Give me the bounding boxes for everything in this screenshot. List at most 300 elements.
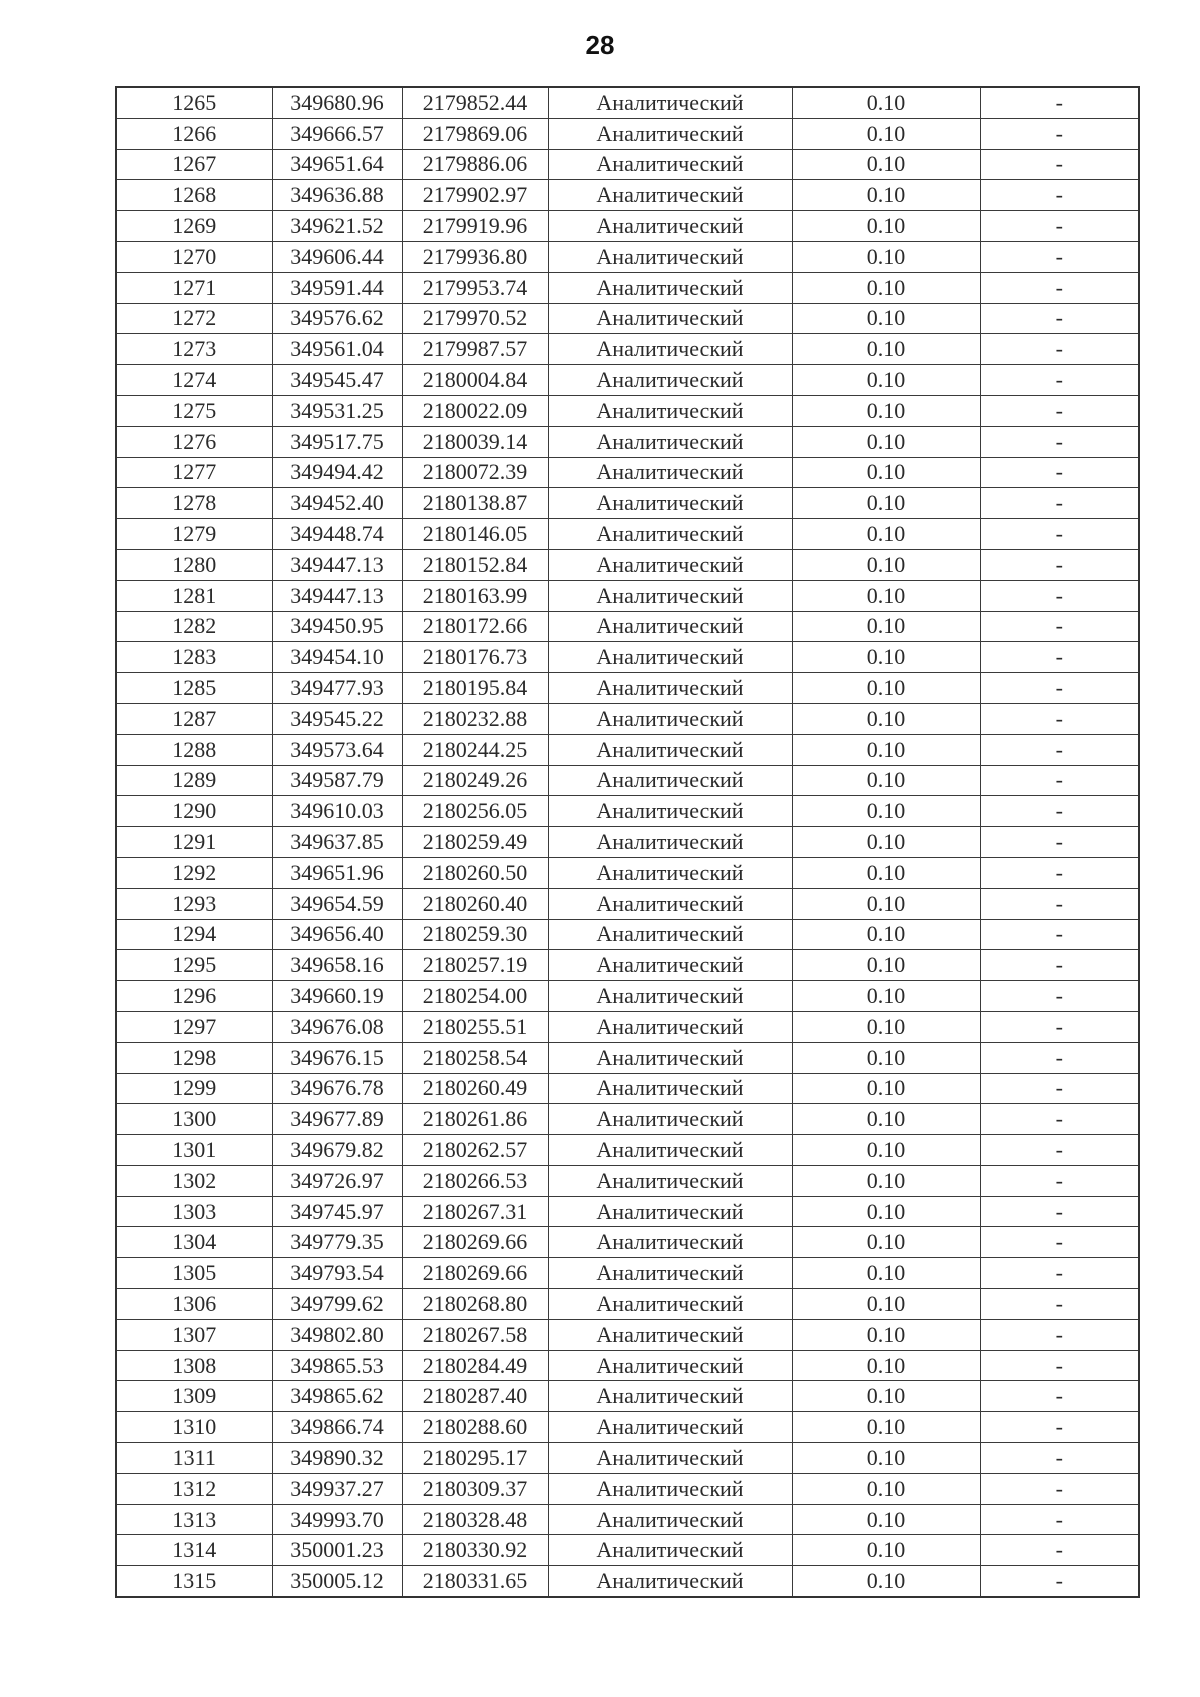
method-cell: Аналитический (548, 272, 792, 303)
y-coordinate-cell: 2180309.37 (402, 1473, 548, 1504)
table-row (116, 87, 1139, 118)
x-coordinate-cell: 349561.04 (272, 334, 402, 365)
method-cell: Аналитический (548, 365, 792, 396)
note-cell: - (980, 1535, 1139, 1566)
table-row (116, 1227, 1139, 1258)
table-row (116, 703, 1139, 734)
method-cell: Аналитический (548, 211, 792, 242)
x-coordinate-cell: 349726.97 (272, 1165, 402, 1196)
method-cell: Аналитический (548, 180, 792, 211)
table-row (116, 1535, 1139, 1566)
x-coordinate-cell: 349517.75 (272, 426, 402, 457)
y-coordinate-cell: 2179987.57 (402, 334, 548, 365)
table-row (116, 519, 1139, 550)
y-coordinate-cell: 2179852.44 (402, 87, 548, 118)
point-number-cell: 1293 (116, 888, 272, 919)
method-cell: Аналитический (548, 1350, 792, 1381)
note-cell: - (980, 1104, 1139, 1135)
y-coordinate-cell: 2180295.17 (402, 1443, 548, 1474)
point-number-cell: 1297 (116, 1011, 272, 1042)
accuracy-cell: 0.10 (792, 1319, 980, 1350)
note-cell: - (980, 1196, 1139, 1227)
method-cell: Аналитический (548, 1319, 792, 1350)
method-cell: Аналитический (548, 395, 792, 426)
note-cell: - (980, 1566, 1139, 1597)
note-cell: - (980, 180, 1139, 211)
y-coordinate-cell: 2180256.05 (402, 796, 548, 827)
note-cell: - (980, 303, 1139, 334)
y-coordinate-cell: 2180261.86 (402, 1104, 548, 1135)
table-row (116, 365, 1139, 396)
table-row (116, 303, 1139, 334)
table-row (116, 549, 1139, 580)
accuracy-cell: 0.10 (792, 919, 980, 950)
y-coordinate-cell: 2179902.97 (402, 180, 548, 211)
note-cell: - (980, 888, 1139, 919)
method-cell: Аналитический (548, 611, 792, 642)
point-number-cell: 1276 (116, 426, 272, 457)
table-row (116, 1566, 1139, 1597)
x-coordinate-cell: 349576.62 (272, 303, 402, 334)
method-cell: Аналитический (548, 1165, 792, 1196)
x-coordinate-cell: 349651.96 (272, 857, 402, 888)
point-number-cell: 1313 (116, 1504, 272, 1535)
y-coordinate-cell: 2180260.49 (402, 1073, 548, 1104)
point-number-cell: 1288 (116, 734, 272, 765)
method-cell: Аналитический (548, 888, 792, 919)
x-coordinate-cell: 349448.74 (272, 519, 402, 550)
accuracy-cell: 0.10 (792, 1412, 980, 1443)
method-cell: Аналитический (548, 1381, 792, 1412)
table-row (116, 272, 1139, 303)
method-cell: Аналитический (548, 334, 792, 365)
method-cell: Аналитический (548, 488, 792, 519)
method-cell: Аналитический (548, 303, 792, 334)
x-coordinate-cell: 349676.08 (272, 1011, 402, 1042)
point-number-cell: 1271 (116, 272, 272, 303)
y-coordinate-cell: 2179886.06 (402, 149, 548, 180)
note-cell: - (980, 1381, 1139, 1412)
method-cell: Аналитический (548, 1289, 792, 1320)
y-coordinate-cell: 2180287.40 (402, 1381, 548, 1412)
x-coordinate-cell: 349447.13 (272, 580, 402, 611)
accuracy-cell: 0.10 (792, 827, 980, 858)
table-row (116, 796, 1139, 827)
y-coordinate-cell: 2180138.87 (402, 488, 548, 519)
point-number-cell: 1282 (116, 611, 272, 642)
x-coordinate-cell: 349452.40 (272, 488, 402, 519)
y-coordinate-cell: 2180284.49 (402, 1350, 548, 1381)
table-row (116, 1135, 1139, 1166)
note-cell: - (980, 1011, 1139, 1042)
point-number-cell: 1314 (116, 1535, 272, 1566)
table-row (116, 395, 1139, 426)
x-coordinate-cell: 349802.80 (272, 1319, 402, 1350)
accuracy-cell: 0.10 (792, 272, 980, 303)
method-cell: Аналитический (548, 642, 792, 673)
point-number-cell: 1275 (116, 395, 272, 426)
point-number-cell: 1294 (116, 919, 272, 950)
point-number-cell: 1287 (116, 703, 272, 734)
accuracy-cell: 0.10 (792, 703, 980, 734)
y-coordinate-cell: 2180172.66 (402, 611, 548, 642)
note-cell: - (980, 272, 1139, 303)
y-coordinate-cell: 2179953.74 (402, 272, 548, 303)
y-coordinate-cell: 2180267.31 (402, 1196, 548, 1227)
table-row (116, 180, 1139, 211)
y-coordinate-cell: 2180152.84 (402, 549, 548, 580)
method-cell: Аналитический (548, 827, 792, 858)
y-coordinate-cell: 2180328.48 (402, 1504, 548, 1535)
note-cell: - (980, 1135, 1139, 1166)
x-coordinate-cell: 349680.96 (272, 87, 402, 118)
table-row (116, 1412, 1139, 1443)
x-coordinate-cell: 349621.52 (272, 211, 402, 242)
y-coordinate-cell: 2180195.84 (402, 673, 548, 704)
note-cell: - (980, 87, 1139, 118)
note-cell: - (980, 1504, 1139, 1535)
accuracy-cell: 0.10 (792, 857, 980, 888)
point-number-cell: 1278 (116, 488, 272, 519)
point-number-cell: 1267 (116, 149, 272, 180)
y-coordinate-cell: 2180022.09 (402, 395, 548, 426)
method-cell: Аналитический (548, 1196, 792, 1227)
y-coordinate-cell: 2180331.65 (402, 1566, 548, 1597)
accuracy-cell: 0.10 (792, 1504, 980, 1535)
method-cell: Аналитический (548, 796, 792, 827)
x-coordinate-cell: 349676.78 (272, 1073, 402, 1104)
note-cell: - (980, 519, 1139, 550)
point-number-cell: 1315 (116, 1566, 272, 1597)
coordinates-table-body (116, 87, 1139, 1597)
method-cell: Аналитический (548, 1011, 792, 1042)
y-coordinate-cell: 2180232.88 (402, 703, 548, 734)
accuracy-cell: 0.10 (792, 1073, 980, 1104)
note-cell: - (980, 919, 1139, 950)
y-coordinate-cell: 2180260.40 (402, 888, 548, 919)
table-row (116, 611, 1139, 642)
accuracy-cell: 0.10 (792, 673, 980, 704)
point-number-cell: 1265 (116, 87, 272, 118)
table-row (116, 1443, 1139, 1474)
accuracy-cell: 0.10 (792, 1566, 980, 1597)
y-coordinate-cell: 2180255.51 (402, 1011, 548, 1042)
x-coordinate-cell: 349676.15 (272, 1042, 402, 1073)
note-cell: - (980, 703, 1139, 734)
y-coordinate-cell: 2180146.05 (402, 519, 548, 550)
method-cell: Аналитический (548, 1042, 792, 1073)
method-cell: Аналитический (548, 1135, 792, 1166)
method-cell: Аналитический (548, 981, 792, 1012)
note-cell: - (980, 457, 1139, 488)
x-coordinate-cell: 349450.95 (272, 611, 402, 642)
x-coordinate-cell: 349587.79 (272, 765, 402, 796)
table-row (116, 1196, 1139, 1227)
method-cell: Аналитический (548, 118, 792, 149)
note-cell: - (980, 118, 1139, 149)
y-coordinate-cell: 2179869.06 (402, 118, 548, 149)
y-coordinate-cell: 2179936.80 (402, 241, 548, 272)
point-number-cell: 1285 (116, 673, 272, 704)
y-coordinate-cell: 2180266.53 (402, 1165, 548, 1196)
note-cell: - (980, 211, 1139, 242)
table-row (116, 1289, 1139, 1320)
x-coordinate-cell: 349545.47 (272, 365, 402, 396)
coordinates-table (115, 86, 1140, 1598)
note-cell: - (980, 827, 1139, 858)
point-number-cell: 1308 (116, 1350, 272, 1381)
accuracy-cell: 0.10 (792, 1104, 980, 1135)
x-coordinate-cell: 349993.70 (272, 1504, 402, 1535)
y-coordinate-cell: 2180249.26 (402, 765, 548, 796)
y-coordinate-cell: 2180288.60 (402, 1412, 548, 1443)
table-row (116, 211, 1139, 242)
x-coordinate-cell: 349799.62 (272, 1289, 402, 1320)
method-cell: Аналитический (548, 919, 792, 950)
point-number-cell: 1269 (116, 211, 272, 242)
method-cell: Аналитический (548, 519, 792, 550)
point-number-cell: 1300 (116, 1104, 272, 1135)
note-cell: - (980, 580, 1139, 611)
note-cell: - (980, 981, 1139, 1012)
note-cell: - (980, 241, 1139, 272)
method-cell: Аналитический (548, 950, 792, 981)
method-cell: Аналитический (548, 1258, 792, 1289)
y-coordinate-cell: 2179970.52 (402, 303, 548, 334)
accuracy-cell: 0.10 (792, 1227, 980, 1258)
y-coordinate-cell: 2180260.50 (402, 857, 548, 888)
method-cell: Аналитический (548, 426, 792, 457)
x-coordinate-cell: 349654.59 (272, 888, 402, 919)
y-coordinate-cell: 2180163.99 (402, 580, 548, 611)
method-cell: Аналитический (548, 1473, 792, 1504)
table-row (116, 241, 1139, 272)
accuracy-cell: 0.10 (792, 426, 980, 457)
accuracy-cell: 0.10 (792, 1443, 980, 1474)
accuracy-cell: 0.10 (792, 981, 980, 1012)
point-number-cell: 1277 (116, 457, 272, 488)
method-cell: Аналитический (548, 241, 792, 272)
accuracy-cell: 0.10 (792, 334, 980, 365)
note-cell: - (980, 765, 1139, 796)
accuracy-cell: 0.10 (792, 395, 980, 426)
point-number-cell: 1302 (116, 1165, 272, 1196)
x-coordinate-cell: 349637.85 (272, 827, 402, 858)
accuracy-cell: 0.10 (792, 1473, 980, 1504)
accuracy-cell: 0.10 (792, 642, 980, 673)
method-cell: Аналитический (548, 1412, 792, 1443)
method-cell: Аналитический (548, 857, 792, 888)
method-cell: Аналитический (548, 1227, 792, 1258)
point-number-cell: 1305 (116, 1258, 272, 1289)
method-cell: Аналитический (548, 457, 792, 488)
note-cell: - (980, 611, 1139, 642)
y-coordinate-cell: 2180269.66 (402, 1258, 548, 1289)
note-cell: - (980, 1042, 1139, 1073)
y-coordinate-cell: 2180269.66 (402, 1227, 548, 1258)
note-cell: - (980, 796, 1139, 827)
note-cell: - (980, 857, 1139, 888)
table-row (116, 1104, 1139, 1135)
table-row (116, 1319, 1139, 1350)
accuracy-cell: 0.10 (792, 1535, 980, 1566)
point-number-cell: 1296 (116, 981, 272, 1012)
note-cell: - (980, 1473, 1139, 1504)
y-coordinate-cell: 2180267.58 (402, 1319, 548, 1350)
note-cell: - (980, 1412, 1139, 1443)
x-coordinate-cell: 349610.03 (272, 796, 402, 827)
x-coordinate-cell: 349651.64 (272, 149, 402, 180)
note-cell: - (980, 1289, 1139, 1320)
table-row (116, 981, 1139, 1012)
note-cell: - (980, 734, 1139, 765)
point-number-cell: 1292 (116, 857, 272, 888)
accuracy-cell: 0.10 (792, 149, 980, 180)
point-number-cell: 1291 (116, 827, 272, 858)
x-coordinate-cell: 349573.64 (272, 734, 402, 765)
accuracy-cell: 0.10 (792, 734, 980, 765)
point-number-cell: 1311 (116, 1443, 272, 1474)
method-cell: Аналитический (548, 87, 792, 118)
y-coordinate-cell: 2180258.54 (402, 1042, 548, 1073)
method-cell: Аналитический (548, 1504, 792, 1535)
y-coordinate-cell: 2180259.49 (402, 827, 548, 858)
accuracy-cell: 0.10 (792, 1135, 980, 1166)
x-coordinate-cell: 349545.22 (272, 703, 402, 734)
table-row (116, 919, 1139, 950)
accuracy-cell: 0.10 (792, 796, 980, 827)
x-coordinate-cell: 349447.13 (272, 549, 402, 580)
x-coordinate-cell: 349866.74 (272, 1412, 402, 1443)
point-number-cell: 1268 (116, 180, 272, 211)
point-number-cell: 1289 (116, 765, 272, 796)
point-number-cell: 1274 (116, 365, 272, 396)
accuracy-cell: 0.10 (792, 1196, 980, 1227)
y-coordinate-cell: 2179919.96 (402, 211, 548, 242)
x-coordinate-cell: 349779.35 (272, 1227, 402, 1258)
method-cell: Аналитический (548, 673, 792, 704)
x-coordinate-cell: 349660.19 (272, 981, 402, 1012)
point-number-cell: 1279 (116, 519, 272, 550)
y-coordinate-cell: 2180262.57 (402, 1135, 548, 1166)
table-row (116, 1350, 1139, 1381)
point-number-cell: 1283 (116, 642, 272, 673)
method-cell: Аналитический (548, 1104, 792, 1135)
x-coordinate-cell: 349636.88 (272, 180, 402, 211)
table-row (116, 1073, 1139, 1104)
accuracy-cell: 0.10 (792, 765, 980, 796)
point-number-cell: 1312 (116, 1473, 272, 1504)
table-row (116, 1165, 1139, 1196)
point-number-cell: 1310 (116, 1412, 272, 1443)
x-coordinate-cell: 349454.10 (272, 642, 402, 673)
note-cell: - (980, 950, 1139, 981)
note-cell: - (980, 549, 1139, 580)
x-coordinate-cell: 349658.16 (272, 950, 402, 981)
method-cell: Аналитический (548, 1073, 792, 1104)
table-row (116, 888, 1139, 919)
method-cell: Аналитический (548, 703, 792, 734)
table-row (116, 1011, 1139, 1042)
x-coordinate-cell: 349531.25 (272, 395, 402, 426)
method-cell: Аналитический (548, 580, 792, 611)
table-row (116, 488, 1139, 519)
point-number-cell: 1306 (116, 1289, 272, 1320)
method-cell: Аналитический (548, 1443, 792, 1474)
note-cell: - (980, 1227, 1139, 1258)
accuracy-cell: 0.10 (792, 457, 980, 488)
point-number-cell: 1301 (116, 1135, 272, 1166)
method-cell: Аналитический (548, 765, 792, 796)
point-number-cell: 1295 (116, 950, 272, 981)
note-cell: - (980, 642, 1139, 673)
accuracy-cell: 0.10 (792, 87, 980, 118)
method-cell: Аналитический (548, 549, 792, 580)
table-row (116, 765, 1139, 796)
note-cell: - (980, 365, 1139, 396)
table-row (116, 857, 1139, 888)
accuracy-cell: 0.10 (792, 1165, 980, 1196)
accuracy-cell: 0.10 (792, 1011, 980, 1042)
table-row (116, 1504, 1139, 1535)
accuracy-cell: 0.10 (792, 1042, 980, 1073)
y-coordinate-cell: 2180039.14 (402, 426, 548, 457)
note-cell: - (980, 1319, 1139, 1350)
method-cell: Аналитический (548, 1566, 792, 1597)
y-coordinate-cell: 2180254.00 (402, 981, 548, 1012)
accuracy-cell: 0.10 (792, 950, 980, 981)
table-row (116, 580, 1139, 611)
point-number-cell: 1270 (116, 241, 272, 272)
table-row (116, 334, 1139, 365)
note-cell: - (980, 1165, 1139, 1196)
note-cell: - (980, 395, 1139, 426)
x-coordinate-cell: 349890.32 (272, 1443, 402, 1474)
point-number-cell: 1281 (116, 580, 272, 611)
accuracy-cell: 0.10 (792, 1350, 980, 1381)
table-row (116, 1473, 1139, 1504)
accuracy-cell: 0.10 (792, 1381, 980, 1412)
note-cell: - (980, 149, 1139, 180)
table-row (116, 950, 1139, 981)
table-row (116, 1258, 1139, 1289)
table-row (116, 1381, 1139, 1412)
table-row (116, 827, 1139, 858)
table-row (116, 642, 1139, 673)
point-number-cell: 1290 (116, 796, 272, 827)
table-row (116, 673, 1139, 704)
y-coordinate-cell: 2180268.80 (402, 1289, 548, 1320)
point-number-cell: 1280 (116, 549, 272, 580)
x-coordinate-cell: 349494.42 (272, 457, 402, 488)
x-coordinate-cell: 349937.27 (272, 1473, 402, 1504)
y-coordinate-cell: 2180259.30 (402, 919, 548, 950)
table-row (116, 1042, 1139, 1073)
table-row (116, 457, 1139, 488)
x-coordinate-cell: 349656.40 (272, 919, 402, 950)
x-coordinate-cell: 349591.44 (272, 272, 402, 303)
x-coordinate-cell: 350001.23 (272, 1535, 402, 1566)
y-coordinate-cell: 2180004.84 (402, 365, 548, 396)
point-number-cell: 1266 (116, 118, 272, 149)
x-coordinate-cell: 349666.57 (272, 118, 402, 149)
point-number-cell: 1273 (116, 334, 272, 365)
accuracy-cell: 0.10 (792, 611, 980, 642)
y-coordinate-cell: 2180176.73 (402, 642, 548, 673)
accuracy-cell: 0.10 (792, 303, 980, 334)
method-cell: Аналитический (548, 1535, 792, 1566)
page-number: 28 (585, 30, 615, 60)
